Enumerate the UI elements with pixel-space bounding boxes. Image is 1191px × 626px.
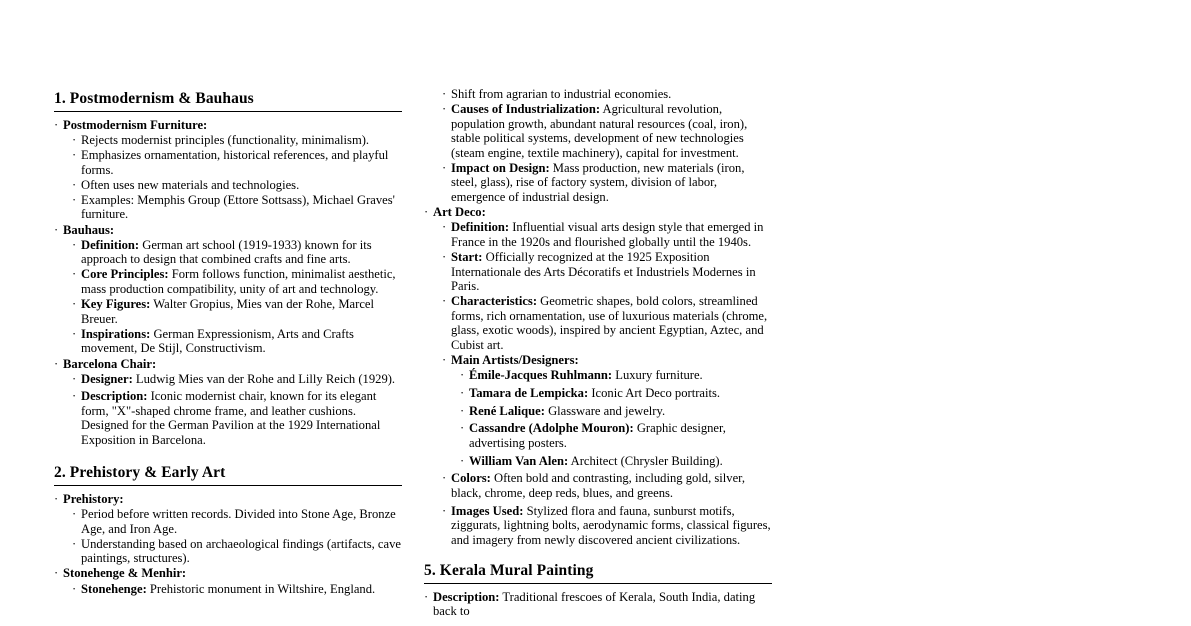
item-label: Bauhaus: <box>63 222 115 237</box>
item-text: Agricultural revolution, population growth, abundant natural resources (coal, iron), stable political systems, development of new technologies (steam engine, textile machinery), capital for investment. <box>451 102 748 160</box>
list-item <box>442 161 772 205</box>
list-item <box>72 267 402 296</box>
item-text: Iconic modernist chair, known for its elegant form, "X"-shaped chrome frame, and leather cushions. Designed for the German Pavilion at the 1929 International Exposition in Barcelona. <box>81 389 381 448</box>
list-item-main-artists <box>442 353 772 468</box>
bullet-icon: · <box>424 205 429 220</box>
section-spacer <box>54 448 402 464</box>
item-text: German Expressionism, Arts and Crafts movement, De Stijl, Constructivism. <box>81 326 354 356</box>
item-label: Main Artists/Designers: <box>451 353 579 367</box>
list-postmodernism-bauhaus <box>54 118 402 448</box>
item-text: German art school (1919-1933) known for its approach to design that combined crafts and fine arts. <box>81 237 372 267</box>
bullet-icon: · <box>442 294 447 309</box>
item-label: Description: <box>433 589 500 604</box>
section-heading-prehistory-early-art: 2. Prehistory & Early Art <box>54 464 402 486</box>
bullet-icon: · <box>442 87 447 101</box>
item-text: Traditional frescoes of Kerala, South India, dating back to <box>433 589 756 619</box>
item-label: Tamara de Lempicka: <box>469 385 589 400</box>
sublist <box>442 87 772 205</box>
section-heading-kerala-mural-painting: 5. Kerala Mural Painting <box>424 562 772 584</box>
sublist <box>442 220 772 547</box>
bullet-icon: · <box>460 368 465 383</box>
item-label: Émile-Jacques Ruhlmann: <box>469 368 613 383</box>
bullet-icon: · <box>72 237 77 252</box>
item-text: Examples: Memphis Group (Ettore Sottsass), Michael Graves' furniture. <box>81 192 395 222</box>
sublist <box>72 507 402 566</box>
list-item <box>442 220 772 249</box>
section-heading-postmodernism-bauhaus: 1. Postmodernism & Bauhaus <box>54 90 402 112</box>
bullet-icon: · <box>72 132 77 147</box>
list-item <box>460 404 772 419</box>
bullet-icon: · <box>442 503 447 518</box>
item-label: Causes of Industrialization: <box>451 102 601 117</box>
list-item <box>442 250 772 294</box>
item-text: Iconic Art Deco portraits. <box>588 385 721 400</box>
list-item <box>72 537 402 566</box>
list-item <box>54 223 402 356</box>
item-text: Mass production, new materials (iron, steel, glass), rise of factory system, division of labor, emergence of industrial design. <box>451 160 745 205</box>
item-label: Impact on Design: <box>451 160 550 175</box>
bullet-icon: · <box>72 389 77 404</box>
list-item <box>72 193 402 222</box>
bullet-icon: · <box>424 589 429 604</box>
item-label: Images Used: <box>451 503 524 518</box>
right-column <box>424 81 772 619</box>
list-item <box>72 297 402 326</box>
sublist <box>72 582 402 597</box>
sublist <box>72 372 402 448</box>
item-text: Influential visual arts design style that emerged in France in the 1920s and flourished globally until the 1940s. <box>451 220 764 249</box>
list-item <box>54 566 402 596</box>
bullet-icon: · <box>72 507 77 522</box>
bullet-icon: · <box>442 160 447 175</box>
item-label: Inspirations: <box>81 326 151 341</box>
bullet-icon: · <box>54 117 59 132</box>
bullet-icon: · <box>460 403 465 418</box>
item-text: Walter Gropius, Mies van der Rohe, Marcel Breuer. <box>81 297 375 326</box>
list-item <box>72 133 402 148</box>
bullet-icon: · <box>72 297 77 312</box>
list-industrialization-continued <box>424 87 772 547</box>
item-text: Graphic designer, advertising posters. <box>469 421 726 450</box>
list-item <box>460 454 772 469</box>
list-item <box>72 507 402 536</box>
item-text: Period before written records. Divided into Stone Age, Bronze Age, and Iron Age. <box>81 507 396 536</box>
list-kerala-mural-painting <box>424 590 772 619</box>
list-item <box>72 148 402 177</box>
bullet-icon: · <box>460 421 465 436</box>
item-text: Geometric shapes, bold colors, streamlined forms, rich ornamentation, use of luxurious materials (chrome, glass, exotic woods), inspired by ancient Egyptian, Aztec, and Cubist art. <box>451 294 768 352</box>
bullet-icon: · <box>72 371 77 386</box>
bullet-icon: · <box>442 353 447 367</box>
bullet-icon: · <box>72 326 77 341</box>
bullet-icon: · <box>72 148 77 163</box>
item-text: Architect (Chrysler Building). <box>568 453 723 468</box>
item-label: Definition: <box>81 237 140 252</box>
item-label: Cassandre (Adolphe Mouron): <box>469 421 634 436</box>
item-text: Prehistoric monument in Wiltshire, England. <box>146 581 376 596</box>
bullet-icon: · <box>72 192 77 207</box>
bullet-icon: · <box>72 267 77 282</box>
bullet-icon: · <box>460 385 465 400</box>
item-text: Emphasizes ornamentation, historical references, and playful forms. <box>81 148 389 177</box>
list-item <box>72 372 402 387</box>
bullet-icon: · <box>72 536 77 551</box>
list-item <box>72 327 402 356</box>
list-item <box>72 389 402 447</box>
item-label: Barcelona Chair: <box>63 356 157 371</box>
bullet-icon: · <box>54 356 59 371</box>
item-text: Luxury furniture. <box>612 368 703 383</box>
bullet-icon: · <box>54 566 59 581</box>
item-label: Definition: <box>451 220 510 235</box>
list-item <box>442 87 772 102</box>
item-text: Shift from agrarian to industrial economies. <box>451 87 672 101</box>
item-label: Key Figures: <box>81 297 151 312</box>
section-spacer <box>424 548 772 562</box>
sublist <box>460 368 772 468</box>
list-item <box>460 421 772 450</box>
item-label: Designer: <box>81 371 133 386</box>
list-item <box>442 102 772 160</box>
item-label: Colors: <box>451 471 491 486</box>
list-item <box>72 238 402 267</box>
list-item <box>460 386 772 401</box>
item-label: Prehistory: <box>63 491 124 506</box>
item-label: Stonehenge: <box>81 581 147 596</box>
sublist <box>72 238 402 356</box>
bullet-icon: · <box>72 177 77 192</box>
item-text: Stylized flora and fauna, sunburst motifs, ziggurats, lightning bolts, aerodynamic forms, classical figures, and imagery from newly discovered ancient civilizations. <box>451 503 771 547</box>
list-item <box>54 118 402 222</box>
list-item <box>72 178 402 193</box>
item-text: Ludwig Mies van der Rohe and Lilly Reich (1929). <box>132 371 396 386</box>
bullet-icon: · <box>442 249 447 264</box>
bullet-icon: · <box>72 581 77 596</box>
item-label: William Van Alen: <box>469 453 569 468</box>
item-label: Postmodernism Furniture: <box>63 117 208 132</box>
item-text: Rejects modernist principles (functionality, minimalism). <box>81 132 370 147</box>
item-text: Officially recognized at the 1925 Exposition Internationale des Arts Décoratifs et Industriels Modernes in Paris. <box>451 249 756 294</box>
item-label: Core Principles: <box>81 267 169 282</box>
bullet-icon: · <box>442 102 447 117</box>
item-text: Understanding based on archaeological findings (artifacts, cave paintings, structures). <box>81 536 401 566</box>
list-item <box>442 504 772 548</box>
list-item <box>442 294 772 352</box>
item-label: Description: <box>81 389 148 404</box>
list-item <box>442 471 772 500</box>
item-text: Often bold and contrasting, including gold, silver, black, chrome, deep reds, blues, and greens. <box>451 471 746 500</box>
list-item <box>54 492 402 566</box>
bullet-icon: · <box>54 491 59 506</box>
list-item-art-deco <box>424 205 772 547</box>
list-item <box>424 590 772 619</box>
item-text: Form follows function, minimalist aesthetic, mass production compatibility, unity of art and technology. <box>81 267 396 296</box>
item-label: Art Deco: <box>433 205 486 220</box>
item-text: Often uses new materials and technologies. <box>81 177 300 192</box>
list-item <box>460 368 772 383</box>
list-prehistory-early-art <box>54 492 402 596</box>
item-text: Glassware and jewelry. <box>544 403 666 418</box>
bullet-icon: · <box>54 222 59 237</box>
item-label: Characteristics: <box>451 294 538 309</box>
list-item <box>424 87 772 205</box>
item-label: Start: <box>451 249 483 264</box>
item-label: Stonehenge & Menhir: <box>63 566 187 581</box>
list-item <box>72 582 402 597</box>
bullet-icon: · <box>460 453 465 468</box>
bullet-icon: · <box>442 471 447 486</box>
list-item <box>54 357 402 448</box>
item-label: René Lalique: <box>469 403 545 418</box>
bullet-icon: · <box>442 220 447 235</box>
left-column <box>54 90 402 597</box>
sublist <box>72 133 402 222</box>
